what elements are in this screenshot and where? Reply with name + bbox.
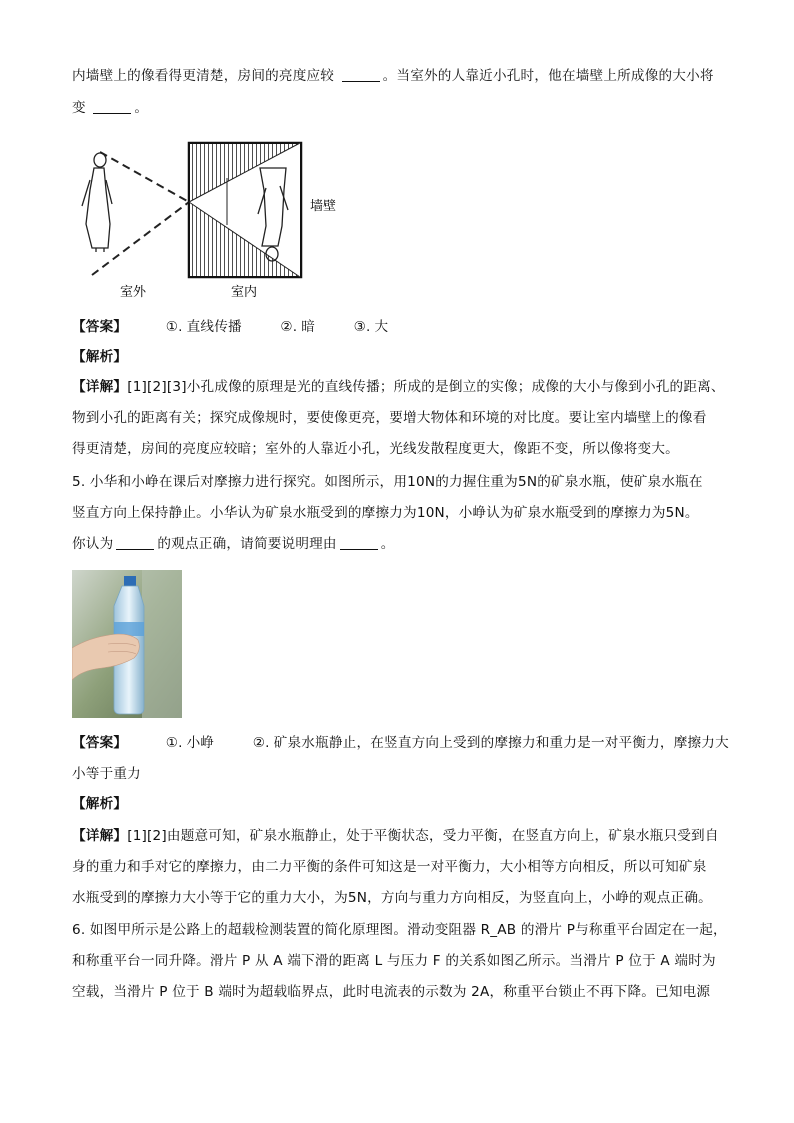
- question-line: 5. 小华和小峥在课后对摩擦力进行探究。如图所示，用10N的力握住重为5N的矿泉水瓶，使矿泉水瓶在: [72, 474, 703, 490]
- answer-blank: [342, 67, 380, 82]
- answer-text: 大: [374, 319, 389, 335]
- answer-blank: [93, 99, 131, 114]
- answer-blank: [116, 535, 154, 550]
- answer-blank: [340, 535, 378, 550]
- text-line: [72, 66, 714, 86]
- text-span: 。: [380, 536, 395, 552]
- analysis-tag: 【解析】: [72, 349, 128, 365]
- wall-label: 墙壁: [310, 199, 337, 214]
- text-span: 你认为: [72, 536, 114, 552]
- answer-text: 矿泉水瓶静止，在竖直方向上受到的摩擦力和重力是一对平衡力，摩擦力大: [273, 735, 729, 751]
- answer-line: [72, 733, 729, 753]
- answer-number: ③.: [353, 319, 371, 335]
- answer-text: 暗: [301, 319, 316, 335]
- question-line: 6. 如图甲所示是公路上的超载检测装置的简化原理图。滑动变阻器 R_AB 的滑片 P与称重平台固定在一起，: [72, 922, 727, 938]
- answer-tag: 【答案】: [72, 735, 128, 751]
- light-ray-bottom: [92, 202, 189, 275]
- question-line: 空载，当滑片 P 位于 B 端时为超载临界点，此时电流表的示数为 2A，称重平台锁止不再下降。已知电源: [72, 984, 711, 1000]
- person-outside-icon: [82, 153, 112, 252]
- answer-number: ②.: [252, 735, 270, 751]
- answer-number: ①.: [165, 319, 183, 335]
- detail-tag: 【详解】: [72, 379, 128, 395]
- pinhole-figure: [72, 140, 362, 305]
- outside-label: 室外: [120, 285, 147, 300]
- question-line: 和称重平台一同升降。滑片 P 从 A 端下滑的距离 L 与压力 F 的关系如图乙所示。当滑片 P 位于 A 端时为: [72, 953, 716, 969]
- light-ray-top: [100, 152, 189, 202]
- text-span: 内墙壁上的像看得更清楚，房间的亮度应较: [72, 68, 335, 84]
- text-span: 。: [134, 100, 149, 116]
- answer-tag: 【答案】: [72, 319, 128, 335]
- text-span: [1][2][3]小孔成像的原理是光的直线传播；所成的是倒立的实像；成像的大小与像到小孔的距离、: [127, 379, 725, 395]
- detail-line: [72, 377, 725, 397]
- detail-line: 水瓶受到的摩擦力大小等于它的重力大小，为5N，方向与重力方向相反，为竖直向上，小峥的观点正确。: [72, 890, 712, 906]
- answer-text: 直线传播: [186, 319, 242, 335]
- text-span: 的观点正确，请简要说明理由: [157, 536, 337, 552]
- text-span: [1][2]由题意可知，矿泉水瓶静止，处于平衡状态，受力平衡，在竖直方向上，矿泉水瓶只受到自: [127, 828, 719, 844]
- answer-line: 小等于重力: [72, 766, 141, 782]
- question-line: [72, 534, 395, 554]
- detail-line: [72, 826, 719, 846]
- answer-text: 小峥: [186, 735, 215, 751]
- detail-line: 物到小孔的距离有关；探究成像规时，要使像更亮，要增大物体和环境的对比度。要让室内墙壁上的像看: [72, 410, 707, 426]
- text-span: 。当室外的人靠近小孔时，他在墙壁上所成像的大小将: [382, 68, 714, 84]
- answer-number: ①.: [165, 735, 183, 751]
- text-span: 变: [72, 100, 86, 116]
- answer-line: [72, 317, 388, 337]
- inside-label: 室内: [231, 285, 258, 300]
- question-line: 竖直方向上保持静止。小华认为矿泉水瓶受到的摩擦力为10N，小峥认为矿泉水瓶受到的摩擦力为5N。: [72, 505, 699, 521]
- detail-tag: 【详解】: [72, 828, 128, 844]
- bottle-photo: [72, 570, 182, 718]
- detail-line: 得更清楚，房间的亮度应较暗；室外的人靠近小孔，光线发散程度更大，像距不变，所以像将变大。: [72, 441, 679, 457]
- text-line: [72, 98, 148, 118]
- analysis-tag: 【解析】: [72, 796, 128, 812]
- detail-line: 身的重力和手对它的摩擦力，由二力平衡的条件可知这是一对平衡力，大小相等方向相反，所以可知矿泉: [72, 859, 707, 875]
- answer-number: ②.: [280, 319, 298, 335]
